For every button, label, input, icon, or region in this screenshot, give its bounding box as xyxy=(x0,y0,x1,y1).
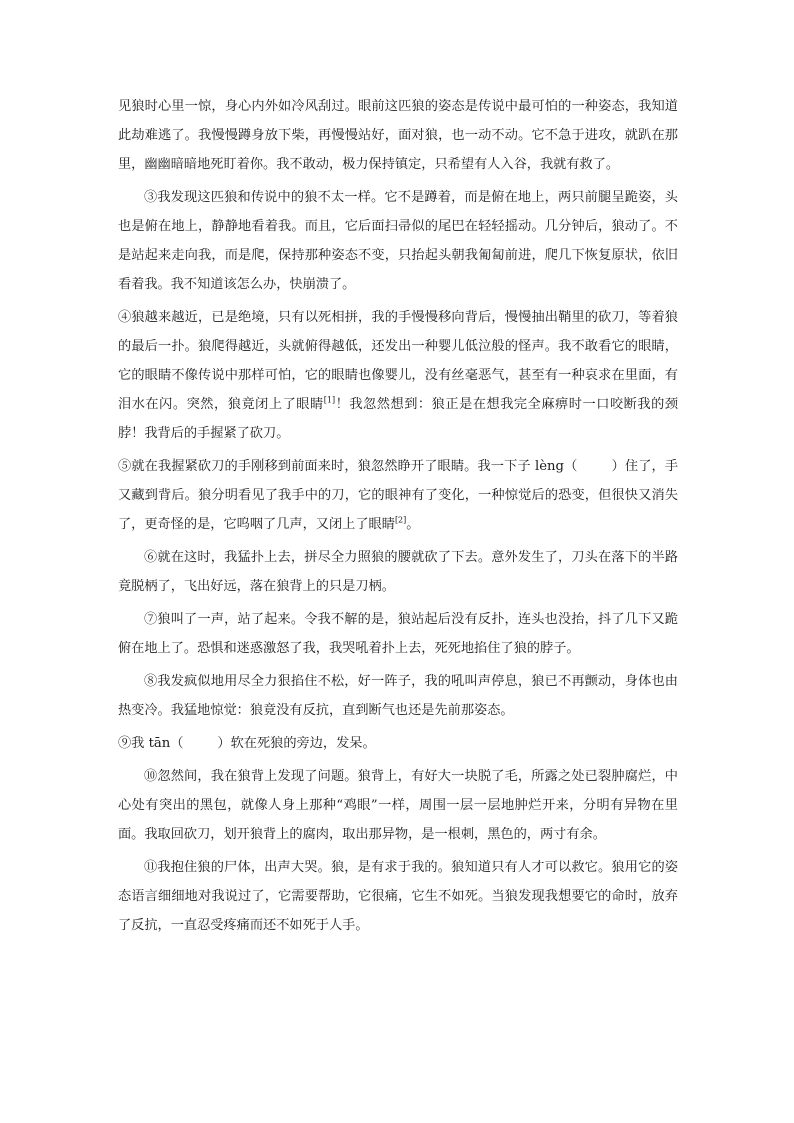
paragraph-5-tail: 。 xyxy=(406,517,420,532)
paragraph-4-tail: ！我忽然想到：狼正是在想我完全麻痹时一口咬断我的颈脖！我背后的手握紧了砍刀。 xyxy=(118,397,679,441)
paragraph-5-text-b: ）住了，手又藏到背后。狼分明看见了我手中的刀，它的眼神有了变化，一种惊觉后的恐变，但很快又消失了，更奇怪的是，它呜咽了几声，又闭上了眼睛 xyxy=(118,459,679,532)
paragraph-9-text-a: ⑨我 tān（ xyxy=(118,736,184,751)
paragraph-4 xyxy=(118,303,678,448)
paragraph-3: ③我发现这匹狼和传说中的狼不太一样。它不是蹲着，而是俯在地上，两只前腿呈跪姿，头也是俯在地上，静静地看着我。而且，它后面扫帚似的尾巴在轻轻摇动。几分钟后，狼动了。不是站起来走向我，而是爬，保持那种姿态不变，只抬起头朝我匍匐前进，爬几下恢复原状，依旧看着我。我不知道该怎么办，快崩溃了。 xyxy=(118,190,678,292)
paragraph-10: ⑩忽然间，我在狼背上发现了问题。狼背上，有好大一块脱了毛，所露之处已裂肿腐烂，中心处有突出的黑包，就像人身上那种“鸡眼”一样，周围一层一层地肿烂开来，分明有异物在里面。我取回砍刀，划开狼背上的腐肉，取出那异物，是一根刺，黑色的，两寸有余。 xyxy=(118,769,678,842)
paragraph-9 xyxy=(118,729,678,758)
paragraph-5-text-a: ⑤就在我握紧砍刀的手刚移到前面来时，狼忽然睁开了眼睛。我一下子 lèng（ xyxy=(118,459,578,474)
paragraph-continued: 见狼时心里一惊，身心内外如冷风刮过。眼前这匹狼的姿态是传说中最可怕的一种姿态，我知道此劫难逃了。我慢慢蹲身放下柴，再慢慢站好，面对狼，也一动不动。它不急于进攻，就趴在那里，幽幽暗暗地死盯着你。我不敢动，极力保持镇定，只希望有人入谷，我就有救了。 xyxy=(118,99,678,172)
paragraph-8: ⑧我发疯似地用尽全力狠掐住不松，好一阵子，我的吼叫声停息，狼已不再颤动，身体也由热变冷。我猛地惊觉：狼竟没有反抗，直到断气也还是先前那姿态。 xyxy=(118,674,678,718)
document-page xyxy=(118,92,678,944)
paragraph-4-text: ④狼越来越近，已是绝境，只有以死相拼，我的手慢慢移向背后，慢慢抽出鞘里的砍刀，等着狼的最后一扑。狼爬得越近，头就俯得越低，还发出一种婴儿低泣般的怪声。我不敢看它的眼睛，它的眼睛不像传说中那样可怕，它的眼睛也像婴儿，没有丝毫恶气，甚至有一种哀求在里面，有泪水在闪。突然，狼竟闭上了眼睛 xyxy=(118,310,678,412)
paragraph-11: ⑪我抱住狼的尸体，出声大哭。狼，是有求于我的。狼知道只有人才可以救它。狼用它的姿态语言细细地对我说过了，它需要帮助，它很痛，它生不如死。当狼发现我想要它的命时，放弃了反抗，一直忍受疼痛而还不如死于人手。 xyxy=(118,860,678,933)
paragraph-7: ⑦狼叫了一声，站了起来。令我不解的是，狼站起后没有反扑，连头也没抬，抖了几下又跪俯在地上了。恐惧和迷惑激怒了我，我哭吼着扑上去，死死地掐住了狼的脖子。 xyxy=(118,612,678,656)
paragraph-9-text-b: ）软在死狼的旁边，发呆。 xyxy=(217,736,376,751)
footnote-ref-1: [1] xyxy=(323,395,336,405)
paragraph-6: ⑥就在这时，我猛扑上去，拼尽全力照狼的腰就砍了下去。意外发生了，刀头在落下的半路竟脱柄了，飞出好远，落在狼背上的只是刀柄。 xyxy=(118,550,678,594)
footnote-ref-2: [2] xyxy=(394,515,407,525)
paragraph-5 xyxy=(118,452,678,539)
